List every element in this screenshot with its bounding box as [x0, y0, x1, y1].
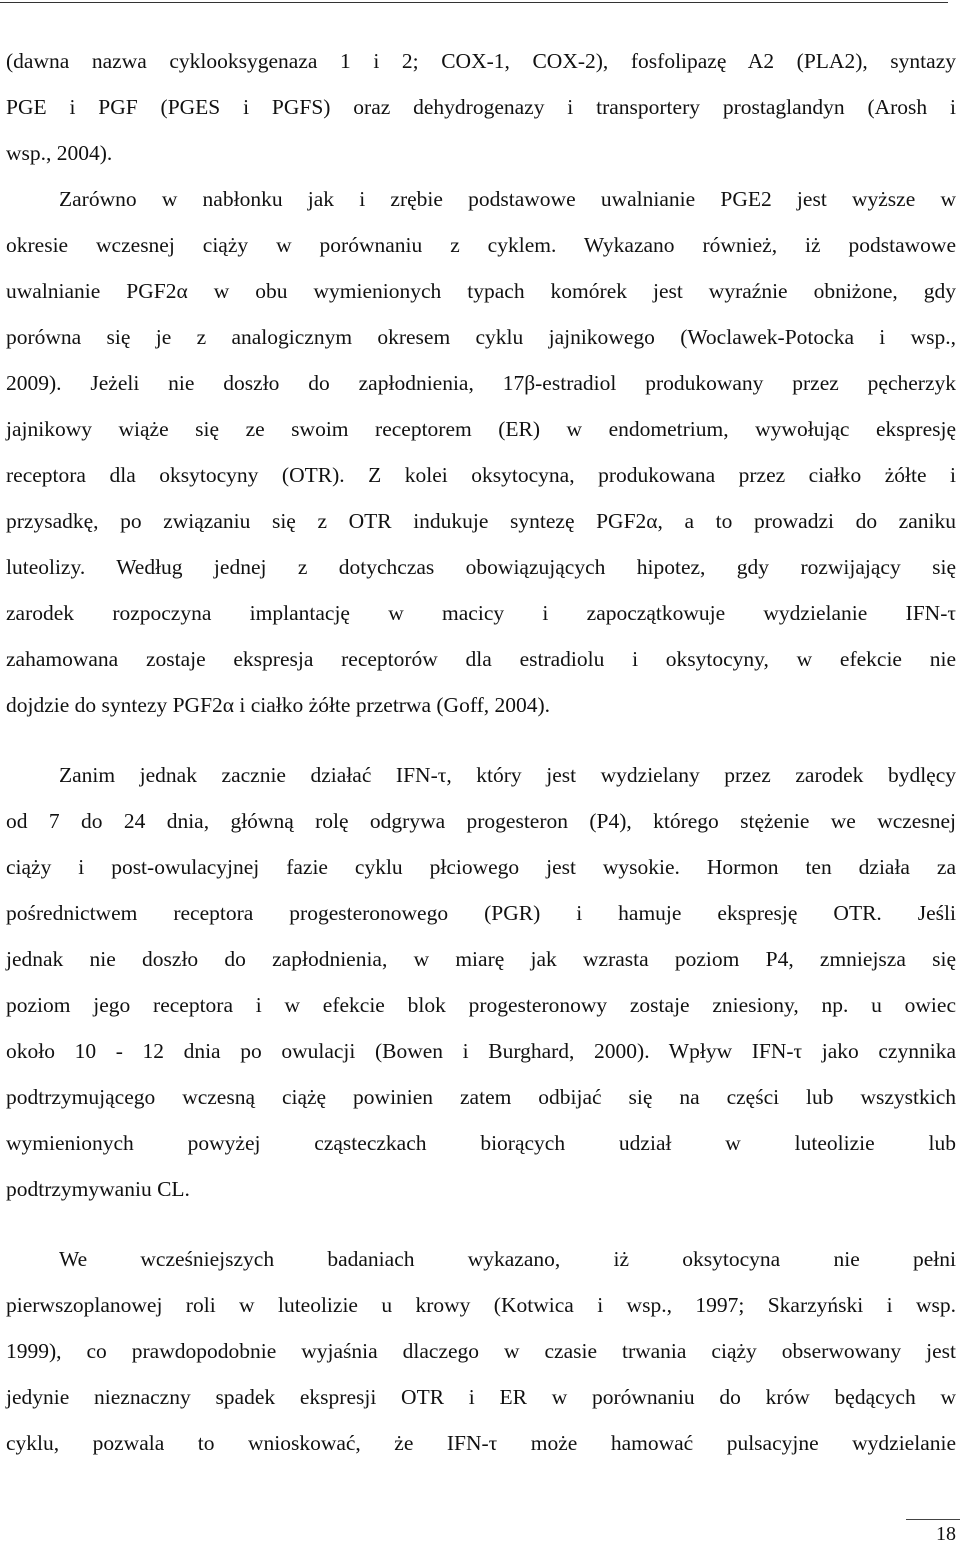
text-line: PGE i PGF (PGES i PGFS) oraz dehydrogenazy i transportery prostaglandyn (Arosh i: [6, 95, 956, 119]
text-line: okresie wczesnej ciąży w porównaniu z cyklem. Wykazano również, iż podstawowe: [6, 233, 956, 257]
text-line: Zanim jednak zacznie działać IFN-τ, który jest wydzielany przez zarodek bydlęcy: [59, 763, 956, 787]
text-line: porówna się je z analogicznym okresem cyklu jajnikowego (Woclawek-Potocka i wsp.,: [6, 325, 956, 349]
document-body: [6, 38, 956, 1466]
header-rule: [0, 2, 948, 3]
text-line: cyklu, pozwala to wnioskować, że IFN-τ może hamować pulsacyjne wydzielanie: [6, 1431, 956, 1455]
paragraph: [6, 1236, 956, 1466]
page-number: 18: [936, 1523, 956, 1545]
text-line: 1999), co prawdopodobnie wyjaśnia dlaczego w czasie trwania ciąży obserwowany jest: [6, 1339, 956, 1363]
text-line: dojdzie do syntezy PGF2α i ciałko żółte przetrwa (Goff, 2004).: [6, 693, 551, 717]
text-line: (dawna nazwa cyklooksygenaza 1 i 2; COX-1, COX-2), fosfolipazę A2 (PLA2), syntazy: [6, 49, 956, 73]
text-line: pośrednictwem receptora progesteronowego (PGR) i hamuje ekspresję OTR. Jeśli: [6, 901, 956, 925]
text-line: od 7 do 24 dnia, główną rolę odgrywa progesteron (P4), którego stężenie we wczesnej: [6, 809, 956, 833]
text-line: wsp., 2004).: [6, 141, 113, 165]
text-line: Zarówno w nabłonku jak i zrębie podstawowe uwalnianie PGE2 jest wyższe w: [59, 187, 956, 211]
text-line: We wcześniejszych badaniach wykazano, iż oksytocyna nie pełni: [59, 1247, 956, 1271]
text-line: pierwszoplanowej roli w luteolizie u krowy (Kotwica i wsp., 1997; Skarzyński i wsp.: [6, 1293, 956, 1317]
text-line: 2009). Jeżeli nie doszło do zapłodnienia, 17β-estradiol produkowany przez pęcherzyk: [6, 371, 956, 395]
text-line: podtrzymywaniu CL.: [6, 1177, 190, 1201]
text-line: uwalnianie PGF2α w obu wymienionych typach komórek jest wyraźnie obniżone, gdy: [6, 279, 956, 303]
text-line: podtrzymującego wczesną ciążę powinien zatem odbijać się na części lub wszystkich: [6, 1085, 956, 1109]
text-line: ciąży i post-owulacyjnej fazie cyklu płciowego jest wysokie. Hormon ten działa za: [6, 855, 956, 879]
text-line: jednak nie doszło do zapłodnienia, w miarę jak wzrasta poziom P4, zmniejsza się: [6, 947, 956, 971]
paragraph-continuation: [6, 38, 956, 176]
text-line: przysadkę, po związaniu się z OTR indukuje syntezę PGF2α, a to prowadzi do zaniku: [6, 509, 956, 533]
text-line: receptora dla oksytocyny (OTR). Z kolei oksytocyna, produkowana przez ciałko żółte i: [6, 463, 956, 487]
text-line: jajnikowy wiąże się ze swoim receptorem (ER) w endometrium, wywołując ekspresję: [6, 417, 956, 441]
text-line: poziom jego receptora i w efekcie blok progesteronowy zostaje zniesiony, np. u owiec: [6, 993, 956, 1017]
text-line: luteolizy. Według jednej z dotychczas obowiązujących hipotez, gdy rozwijający się: [6, 555, 956, 579]
paragraph: [6, 176, 956, 728]
text-line: zarodek rozpoczyna implantację w macicy i zapoczątkowuje wydzielanie IFN-τ: [6, 601, 956, 625]
text-line: wymienionych powyżej cząsteczkach biorących udział w luteolizie lub: [6, 1131, 956, 1155]
paragraph: [6, 752, 956, 1212]
text-line: zahamowana zostaje ekspresja receptorów dla estradiolu i oksytocyny, w efekcie nie: [6, 647, 956, 671]
text-line: około 10 - 12 dnia po owulacji (Bowen i Burghard, 2000). Wpływ IFN-τ jako czynnika: [6, 1039, 956, 1063]
text-line: jedynie nieznaczny spadek ekspresji OTR i ER w porównaniu do krów będących w: [6, 1385, 956, 1409]
